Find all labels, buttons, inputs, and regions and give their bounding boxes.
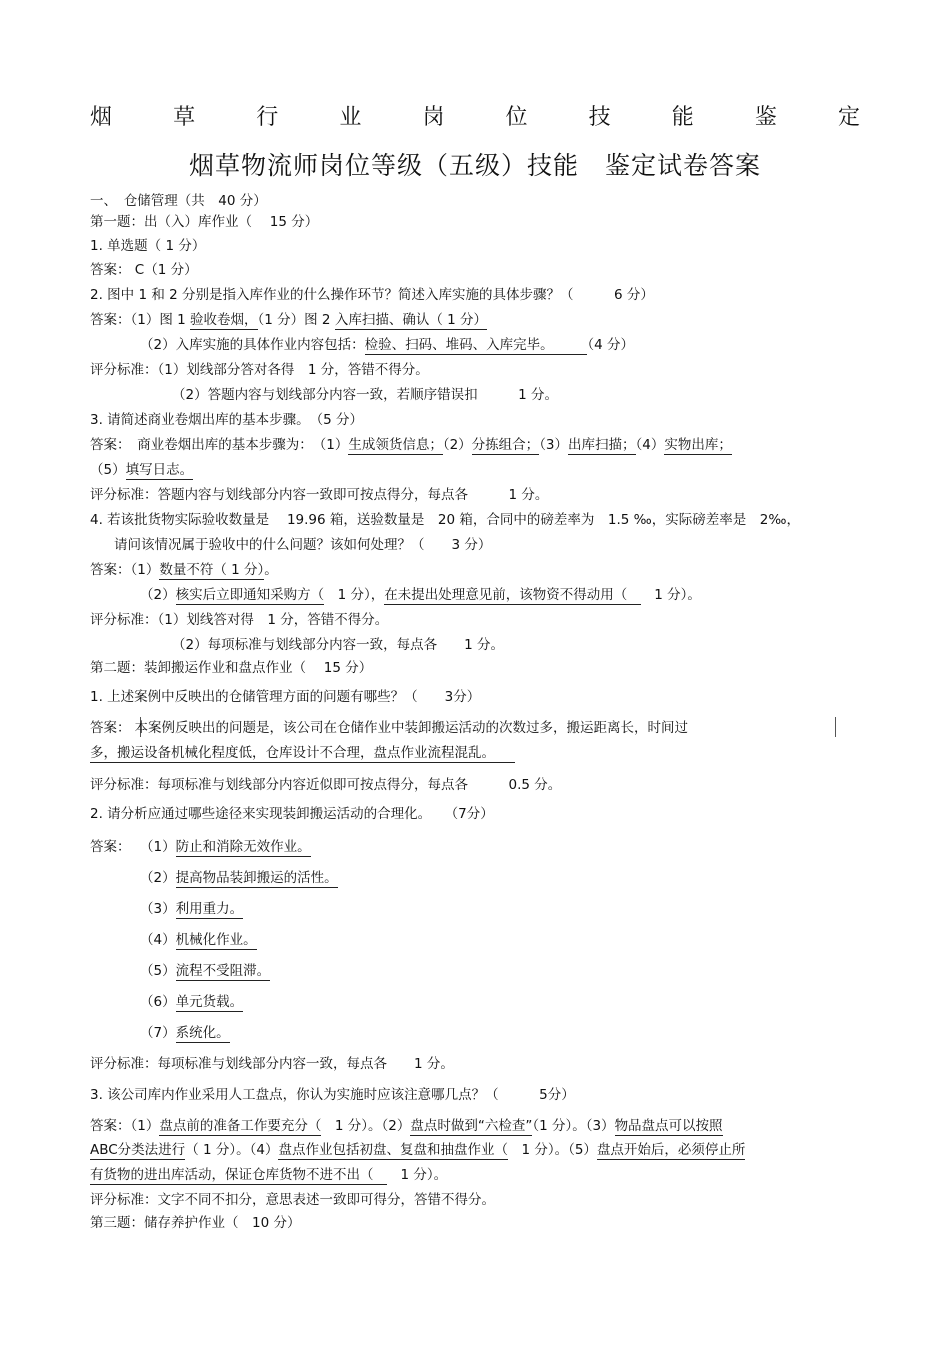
underlined-answer: 机械化作业。 [175, 932, 257, 948]
header-char: 烟 [90, 105, 113, 130]
header-char: 技 [588, 105, 611, 130]
underlined-answer: 利用重力。 [175, 901, 244, 917]
header-char: 业 [339, 105, 362, 130]
question-heading: 第一题：出（入）库作业（ 15 分） [90, 214, 319, 230]
grading-criteria: （2）每项标准与划线部分内容一致，每点各 1 分。 [172, 637, 504, 653]
answer-line [140, 335, 920, 355]
answer-text: （4 分） [587, 337, 634, 353]
answer-text: （3） [539, 437, 569, 453]
answer-text: （1 分）图 2 [257, 312, 335, 328]
subquestion-title: 2. 请分析应通过哪些途径来实现装卸搬运活动的合理化。 （7分） [90, 806, 494, 822]
grading-criteria: 评分标准：（1）划线部分答对各得 1 分，答错不得分。 [90, 362, 429, 378]
subquestion-title: 4. 若该批货物实际验收数量是 19.96 箱，送验数量是 20 箱，合同中的磅差率为 1.5 ‰，实际磅差率是 2‰， [90, 512, 800, 528]
answer-line [90, 1140, 870, 1160]
list-item-number: （2） [140, 870, 176, 886]
underlined-answer: ABC分类法进行 [90, 1142, 186, 1158]
subquestion-title: 2. 图中 1 和 2 分别是指入库作业的什么操作环节？简述入库实施的具体步骤？（ 6 分） [90, 287, 654, 303]
header-char: 位 [505, 105, 528, 130]
subquestion-title: 1. 上述案例中反映出的仓储管理方面的问题有哪些？（ 3分） [90, 689, 481, 705]
subquestion-title: 1. 单选题（ 1 分） [90, 238, 206, 254]
answer-text: 1 分）， [324, 587, 385, 603]
grading-criteria: 评分标准：每项标准与划线部分内容一致，每点各 1 分。 [90, 1056, 454, 1072]
answer-text: 本案例反映出的问题是，该公司在仓储作业中装卸搬运活动的次数过多，搬运距离长，时间过 [134, 720, 729, 736]
grading-criteria: 评分标准：每项标准与划线部分内容近似即可按点得分，每点各 0.5 分。 [90, 777, 562, 793]
header-char: 定 [837, 105, 860, 130]
underlined-answer: 提高物品装卸搬运的活性。 [175, 870, 338, 886]
header-char: 行 [256, 105, 279, 130]
answer-line [90, 718, 870, 738]
answer-line [90, 310, 870, 330]
underlined-answer: 分拣组合； [471, 437, 540, 453]
answer-text: （4） [635, 437, 665, 453]
answer-text: 答案： 商业卷烟出库的基本步骤为： （1） [90, 437, 349, 453]
underlined-answer: 出库扫描； [568, 437, 636, 453]
list-item [140, 837, 920, 857]
underlined-answer: 检验、扫码、堆码、入库完毕。 [364, 337, 588, 353]
underlined-answer: 核实后立即通知采购方（ [175, 587, 325, 603]
grading-criteria: 评分标准：文字不同不扣分，意思表述一致即可得分，答错不得分。 [90, 1192, 495, 1208]
underlined-answer: 系统化。 [175, 1025, 230, 1041]
subquestion-title: 3. 请简述商业卷烟出库的基本步骤。 （5 分） [90, 412, 364, 428]
answer-line [90, 460, 870, 480]
list-item-number: （4） [140, 932, 176, 948]
answer-text: （2） [442, 437, 472, 453]
page-title: 烟草物流师岗位等级（五级）技能 鉴定试卷答案 [188, 151, 761, 180]
answer-text: 答案： C（1 分） [90, 262, 198, 278]
underlined-answer: 盘点时做到“六检查” [410, 1118, 533, 1134]
answer-text: （1 分）。（3） [532, 1118, 615, 1134]
header-banner [90, 100, 860, 131]
header-char: 鉴 [754, 105, 777, 130]
answer-text: 答案：（1）图 1 [90, 312, 191, 328]
underlined-answer: 盘点作业包括初盘、复盘和抽盘作业（ [278, 1142, 508, 1158]
underlined-answer: 验收卷烟， [190, 312, 258, 328]
list-item-number: （5） [140, 963, 176, 979]
list-item-number: （1） [140, 839, 176, 855]
answer-line [90, 435, 870, 455]
answer-text: （2）入库实施的具体作业内容包括： [140, 337, 365, 353]
header-char: 能 [671, 105, 694, 130]
list-item [140, 899, 920, 919]
underlined-answer: 防止和消除无效作业。 [175, 839, 311, 855]
answer-line [90, 560, 870, 580]
answer-text: 1 分）。 [387, 1167, 448, 1183]
answer-text: 1 分）。（5） [507, 1142, 597, 1158]
answer-text: （2） [140, 587, 176, 603]
answer-text: 答案：（1） [90, 1118, 160, 1134]
header-char: 草 [173, 105, 196, 130]
underlined-answer: 生成领货信息； [348, 437, 443, 453]
list-item [140, 868, 920, 888]
grading-criteria: 评分标准：（1）划线答对得 1 分，答错不得分。 [90, 612, 389, 628]
answer-text: （5） [90, 462, 126, 478]
underlined-answer: 多，搬运设备机械化程度低，仓库设计不合理，盘点作业流程混乱。 [90, 745, 516, 761]
question-heading: 第二题：装卸搬运作业和盘点作业（ 15 分） [90, 660, 373, 676]
grading-criteria: 评分标准：答题内容与划线部分内容一致即可按点得分，每点各 1 分。 [90, 487, 549, 503]
underlined-answer: 物品盘点可以按照 [614, 1118, 723, 1134]
answer-text: 1 分）。（2） [321, 1118, 411, 1134]
subquestion-title: 3. 该公司库内作业采用人工盘点，你认为实施时应该注意哪几点？（ 5分） [90, 1087, 575, 1103]
subquestion-title-cont: 请问该情况属于验收中的什么问题？该如何处理？（ 3 分） [114, 537, 492, 553]
underlined-answer: 在未提出处理意见前，该物资不得动用（ [384, 587, 641, 603]
answer-line [90, 1116, 870, 1136]
answer-text: 答案： [90, 720, 131, 736]
underlined-answer: 有货物的进出库活动，保证仓库货物不进不出（ [90, 1167, 387, 1183]
answer-text: 答案：（1） [90, 562, 160, 578]
answer-line [90, 1165, 870, 1185]
answer-text: （ 1 分）。（4） [185, 1142, 279, 1158]
answer-text: 。 [264, 562, 278, 578]
list-item-number: （3） [140, 901, 176, 917]
list-item [140, 992, 920, 1012]
list-item [140, 1023, 920, 1043]
underlined-answer: 填写日志。 [125, 462, 194, 478]
underlined-answer: 流程不受阻滞。 [175, 963, 271, 979]
underlined-answer: 入库扫描、确认（ 1 分） [334, 312, 487, 328]
section-heading: 一、 仓储管理（共 40 分） [90, 193, 267, 209]
list-item [140, 961, 920, 981]
answer-line [140, 585, 920, 605]
list-item [140, 930, 920, 950]
answer-text: 1 分）。 [640, 587, 701, 603]
list-item-number: （7） [140, 1025, 176, 1041]
grading-criteria: （2）答题内容与划线部分内容一致，若顺序错误扣 1 分。 [172, 387, 558, 403]
list-item-number: （6） [140, 994, 176, 1010]
underlined-answer: 实物出库； [664, 437, 732, 453]
answer-label: 答案： [90, 839, 131, 855]
underlined-answer: 单元货载。 [175, 994, 244, 1010]
underlined-answer: 数量不符（ 1 分） [159, 562, 265, 578]
underlined-answer: 盘点前的准备工作要充分（ [159, 1118, 322, 1134]
header-char: 岗 [422, 105, 445, 130]
underlined-answer: 盘点开始后，必须停止所 [596, 1142, 746, 1158]
question-heading: 第三题：储存养护作业（ 10 分） [90, 1215, 301, 1231]
answer-line [90, 743, 870, 763]
